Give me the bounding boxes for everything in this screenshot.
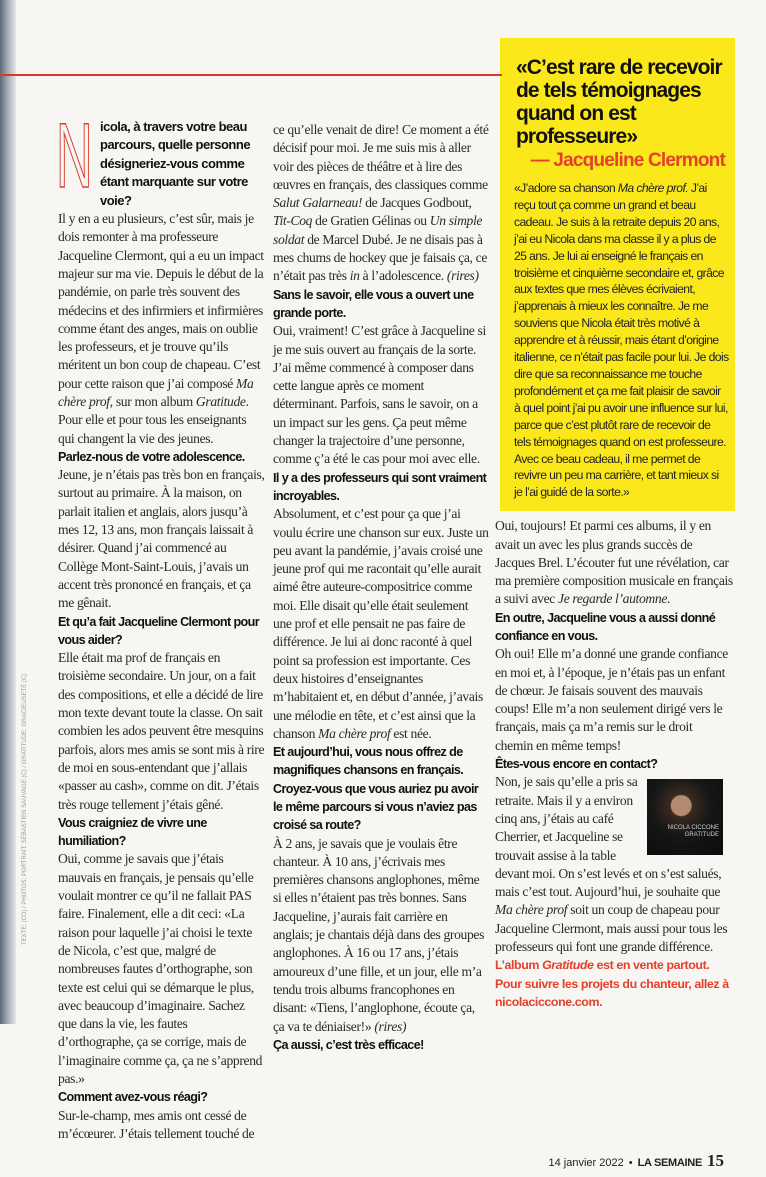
italic-text: Un simple soldat [273, 213, 483, 247]
article-column-2 [273, 121, 489, 1054]
text-run: est en vente partout. Pour suivre les projets du chanteur, allez à nicolaciccone.com. [495, 958, 729, 1009]
answer-paragraph [58, 210, 265, 448]
text-run: Non, je sais qu’elle a pris sa retraite. Mais il y a environ cinq ans, j’étais au café Cherrier, et Jacqueline se trouvait assise à la table devant moi. On s’est levés et on s’est salués, mais c’est tout. Aujourd’hui, je souhaite que [495, 774, 722, 900]
drop-cap-letter: N [56, 105, 93, 207]
text-run: Il y a des professeurs qui sont vraiment incroyables. [273, 470, 487, 503]
interview-question [495, 755, 733, 773]
text-run: soit un coup de chapeau pour Jacqueline Clermont, mais aussi pour tous les professeurs qui font une grande différence. [495, 902, 728, 955]
text-run: . [667, 591, 671, 607]
quote-attribution: — Jacqueline Clermont [530, 150, 725, 171]
text-run: Absolument, et c’est pour ça que j’ai voulu écrire une chanson sur eux. Juste un peu avant la pandémie, j’avais croisé une jeune prof qui me racontait qu’elle aurait aimé être auteure-compositrice comme moi. Elle disait qu’elle était seulement une prof et elle pensait ne pas faire de différence. Je lui ai donc raconté à quel point sa profession est importante. Ces deux histoires d’enseignantes m’habitaient et, en début d’année, j’avais une mélodie en tête, et c’est ainsi que la chanson [273, 506, 489, 741]
article-column-1 [56, 105, 265, 1143]
interview-question [58, 448, 265, 466]
page-footer [0, 1143, 766, 1177]
text-run: Et qu’a fait Jacqueline Clermont pour vous aider? [58, 614, 260, 647]
italic-text: (rires) [446, 268, 479, 284]
answer-paragraph [273, 505, 489, 743]
interview-question [58, 814, 265, 851]
italic-text: Tit-Coq [273, 213, 313, 229]
answer-paragraph [273, 121, 489, 286]
answer-paragraph [58, 466, 265, 612]
magazine-name: LA SEMAINE [637, 1157, 702, 1170]
answer-paragraph [495, 645, 733, 755]
italic-text: Gratitude [195, 394, 246, 409]
text-run: Sans le savoir, elle vous a ouvert une grande porte. [273, 287, 474, 320]
answer-paragraph [58, 850, 265, 1088]
answer-paragraph [273, 322, 489, 468]
text-run: Vous craigniez de vivre une humiliation? [58, 815, 207, 849]
text-run: ce qu’elle venait de dire! Ce moment a été décisif pour moi. Je me suis mis à aller voir des pièces de théâtre et à lire des œuvres en français, des classiques comme [273, 122, 489, 192]
text-run: Ça aussi, c’est très efficace! [273, 1037, 424, 1052]
text-run: «J’adore sa chanson [514, 181, 618, 195]
page-binding-edge [0, 0, 16, 1024]
text-run: En outre, Jacqueline vous a aussi donné confiance en vous. [495, 610, 716, 643]
lead-question [56, 105, 265, 210]
photo-credit: TEXTE: (CD) / PHOTOS: PORTRAIT: SÉBASTIEN SAUVAGE (C) / GRATITUDE: GRACIEUSETÉ (C) [22, 673, 28, 945]
sidebar-testimony [514, 180, 729, 501]
interview-question [495, 609, 733, 646]
header-rule [0, 74, 502, 76]
interview-question [273, 469, 489, 506]
text-run: Parlez-nous de votre adolescence. [58, 449, 245, 464]
italic-text: (rires) [374, 1018, 407, 1034]
text-run: Oui, comme je savais que j’étais mauvais en français, je pensais qu’elle voulait montrer ce qu’il ne fallait PAS faire. Finalement, elle a dit ceci: «La raison pour laquelle j’ai choisi le texte de Nicola, c’est que, malgré de nombreuses fautes d’orthographe, son texte est celui qui se démarque le plus, avec beaucoup d’imaginaire. Sachez que dans la vie, les fautes d’orthographe, ça se corrige, mais de l’imaginaire comme ça, ça ne s’apprend pas.» [58, 851, 263, 1086]
answer-paragraph [58, 649, 265, 814]
pull-quote: «C’est rare de recevoir de tels témoignages quand on est professeure» [516, 56, 722, 148]
text-run: de Jacques Godbout, [362, 195, 472, 211]
text-run: , sur mon album [109, 394, 196, 409]
quote-sidebar-box [500, 38, 735, 511]
interview-question [273, 743, 489, 834]
right-column [495, 38, 735, 1011]
page-number: 15 [707, 1151, 724, 1171]
text-run: J’ai reçu tout ça comme un grand et beau cadeau. Je suis à la retraite depuis 20 ans, j’ai eu Nicola dans ma classe il y a plus de 25 ans. Je lui ai enseigné le français en troisième et cinquième secondaire et, grâce aux textes que mes élèves écrivaient, j’apprenais à mieux les connaître. Je me souviens que Nicola était très motivé à apprendre et à réussir, mais étant d’origine italienne, ce n’était pas facile pour lui. Je dois dire que sa reconnaissance me touche profondément et ça me fait plaisir de savoir à quel point j’ai pu avoir une influence sur lui, parce que c’est plutôt rare de recevoir de tels témoignages quand on est professeure. Avec ce beau cadeau, il me permet de revivre un peu ma carrière, et tant mieux si je l’ai guidé de la sorte.» [514, 181, 729, 500]
interview-question [58, 1088, 265, 1106]
italic-text: Ma chère prof. [617, 181, 689, 195]
album-promo [495, 956, 733, 1011]
text-run: à l’adolescence. [359, 268, 447, 284]
album-cover-title: NICOLA CICCONE GRATITUDE [667, 825, 719, 839]
text-run: Sur-le-champ, mes amis ont cessé de m’écœurer. J’étais tellement touché de [58, 1107, 255, 1141]
text-run: Comment avez-vous réagi? [58, 1090, 208, 1105]
text-run: . Pour elle et pour tous les enseignants qui changent la vie des jeunes. [58, 394, 249, 446]
text-run: est née. [390, 725, 432, 741]
text-run: Oui, vraiment! C’est grâce à Jacqueline si je me suis ouvert au français de la sorte. J’ai même commencé à composer dans cette langue après ce moment déterminant. Parfois, sans le savoir, on a un impact sur les gens. Ça peut même changer la trajectoire d’une personne, comme ç’a été le cas pour moi avec elle. [273, 323, 486, 467]
text-run: Oui, toujours! Et parmi ces albums, il y en avait un avec les plus grands succès de Jacques Brel. L’écouter fut une révélation, car ma première composition musicale en français a suivi avec [495, 518, 733, 607]
interview-question [58, 613, 265, 650]
text-run: Jeune, je n’étais pas très bon en français, surtout au primaire. À la maison, on parlait italien et anglais, alors jusqu’à mes 12, 13 ans, mon français laissait à désirer. Quand j’ai commencé au Collège Mont-Saint-Louis, j’avais un accent très prononcé en français, et ça me gênait. [58, 467, 265, 611]
text-run: de Gratien Gélinas ou [312, 213, 430, 229]
interview-question [273, 1036, 489, 1054]
italic-text: in [349, 268, 360, 284]
interview-question [273, 286, 489, 323]
text-run: À 2 ans, je savais que je voulais être chanteur. À 10 ans, j’écrivais mes premières chansons anglophones, même si elles n’étaient pas très bonnes. Sans Jacqueline, j’aurais fait carrière en anglais; je chantais déjà dans des groupes anglophones. À 16 ou 17 ans, j’étais amoureux d’une fille, et un jour, elle m’a tendu trois albums francophones en disant: «Tiens, l’anglophone, écoute ça, ça va te déniaiser!» [273, 835, 485, 1034]
album-cover-image [647, 779, 723, 855]
italic-text: Ma chère prof [318, 725, 391, 741]
italic-text: Salut Galarneau! [273, 195, 363, 211]
text-run: Et aujourd’hui, vous nous offrez de magnifiques chansons en français. Croyez-vous que vous auriez pu avoir le même parcours si vous n’aviez pas croisé sa route? [273, 745, 479, 833]
answer-paragraph [495, 517, 733, 608]
text-run: Elle était ma prof de français en troisième secondaire. Un jour, on a fait des compositions, et elle a décidé de lire mon texte devant toute la classe. On sait combien les ados peuvent être mesquins parfois, alors mes amis se sont mis à rire de moi en sous-entendant que j’allais «passer au cash», comme on dit. J’étais très rouge tellement j’étais gêné. [58, 650, 265, 812]
italic-text: Ma chère prof [58, 375, 254, 409]
text-run: Êtes-vous encore en contact? [495, 757, 658, 772]
italic-text: Gratitude [542, 958, 594, 973]
issue-date: 14 janvier 2022 [548, 1157, 624, 1170]
text-run: Il y en a eu plusieurs, c’est sûr, mais je dois remonter à ma professeure Jacqueline Clermont, qui a eu un impact majeur sur ma vie. Depuis le début de la pandémie, on parle très souvent des médecins et des infirmiers et infirmières comme étant des anges, mais on oublie les professeurs, et je trouve qu’ils méritent un bon coup de chapeau. C’est pour cette raison que j’ai composé [58, 211, 264, 391]
text-run: de Marcel Dubé. Je ne disais pas à mes chums de hockey que je faisais ça, ce n’était pas très [273, 231, 488, 284]
answer-paragraph [58, 1107, 265, 1144]
answer-paragraph [273, 835, 489, 1036]
italic-text: Je regarde l’automne [558, 591, 668, 607]
text-run: Oh oui! Elle m’a donné une grande confiance en moi et, à l’époque, je n’étais pas un enfant de chœur. Je faisais souvent des mauvais coups! Elle m’a non seulement dirigé vers le français, mais ça m’a remis sur le droit chemin en même temps! [495, 646, 728, 753]
text-run: icola, à travers votre beau parcours, quelle personne désigneriez-vous comme étant marquante sur votre voie? [100, 119, 251, 208]
text-run: L’album [495, 958, 543, 973]
article-column-3 [495, 517, 733, 1011]
italic-text: Ma chère prof [495, 902, 568, 918]
footer-separator: • [628, 1157, 633, 1170]
